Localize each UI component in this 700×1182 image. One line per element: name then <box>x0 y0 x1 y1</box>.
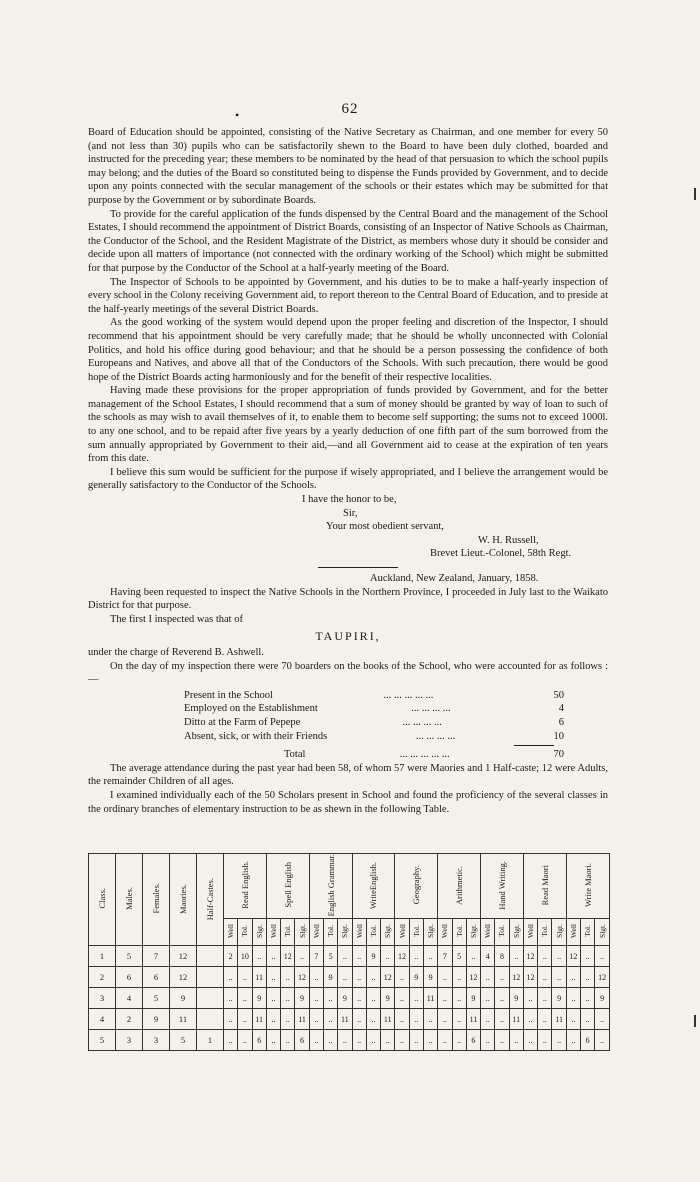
table-cell: .. <box>509 1030 523 1051</box>
sub-header: Tol. <box>452 919 466 946</box>
table-cell: .. <box>538 1009 552 1030</box>
sub-header: Tol. <box>238 919 252 946</box>
table-cell: 11 <box>381 1009 395 1030</box>
table-cell: .. <box>266 988 280 1009</box>
table-cell: .. <box>452 1030 466 1051</box>
subject-header: English Grammar. <box>309 854 352 919</box>
sub-header: Well <box>523 919 537 946</box>
table-cell: 12 <box>170 967 197 988</box>
table-cell: .. <box>566 1030 580 1051</box>
table-cell: .. <box>323 1030 337 1051</box>
table-cell: 3 <box>143 1030 170 1051</box>
sub-header: Well <box>352 919 366 946</box>
table-cell: 3 <box>116 1030 143 1051</box>
table-cell: .. <box>352 967 366 988</box>
table-cell: .. <box>366 988 380 1009</box>
table-cell: 4 <box>481 946 495 967</box>
paragraph: The first I inspected was that of <box>110 613 243 625</box>
tally-row: Present in the School ... ... ... ... ... 50 <box>184 689 564 701</box>
paragraph: under the charge of Reverend B. Ashwell. <box>88 646 264 658</box>
table-cell: .. <box>438 967 452 988</box>
table-cell: .. <box>238 1030 252 1051</box>
signatory-name: W. H. Russell, <box>478 534 539 546</box>
subject-header: WriteEnglish. <box>352 854 395 919</box>
table-cell: .. <box>352 1030 366 1051</box>
proficiency-table <box>88 853 610 1051</box>
sub-header: Tol. <box>409 919 423 946</box>
table-cell: .. <box>481 1009 495 1030</box>
table-row <box>89 1009 610 1030</box>
table-cell: .. <box>423 946 437 967</box>
table-cell: 7 <box>438 946 452 967</box>
table-cell: .. <box>566 988 580 1009</box>
table-cell: 12 <box>381 967 395 988</box>
table-cell: .. <box>409 1009 423 1030</box>
table-row <box>89 988 610 1009</box>
table-cell: 12 <box>170 946 197 967</box>
table-cell: .. <box>266 1030 280 1051</box>
page-edge-mark <box>694 1015 696 1027</box>
table-cell: .. <box>395 967 409 988</box>
table-cell: .. <box>552 1030 566 1051</box>
sub-header: Well <box>481 919 495 946</box>
table-cell: .. <box>395 988 409 1009</box>
tally-row: Employed on the Establishment ... ... ... ... 4 <box>184 703 564 715</box>
table-cell: .. <box>381 1030 395 1051</box>
subject-header: Spell English <box>266 854 309 919</box>
table-row <box>89 946 610 967</box>
table-cell: 9 <box>295 988 309 1009</box>
table-cell: .. <box>252 946 266 967</box>
table-cell: 6 <box>116 967 143 988</box>
table-cell: 9 <box>509 988 523 1009</box>
table-cell: 11 <box>423 988 437 1009</box>
table-cell: .. <box>309 1030 323 1051</box>
closing-line: Your most obedient servant, <box>326 521 444 533</box>
table-cell <box>197 967 224 988</box>
sub-header: Tol. <box>281 919 295 946</box>
subject-header: Write Maori. <box>566 854 609 919</box>
table-cell: .. <box>338 946 352 967</box>
table-cell: .. <box>595 946 610 967</box>
table-cell: .. <box>238 988 252 1009</box>
paragraph: The average attendance during the past year had been 58, of whom 57 were Maories and 1 Half-caste; 12 were Adults, the remainder Children of all ages. <box>88 762 608 788</box>
table-cell: 1 <box>197 1030 224 1051</box>
tally-row: Absent, sick, or with their Friends ... ... ... ... 10 <box>184 730 564 742</box>
table-cell: 9 <box>552 988 566 1009</box>
table-cell: .. <box>224 988 238 1009</box>
table-cell: .. <box>438 1030 452 1051</box>
table-cell: 10 <box>238 946 252 967</box>
table-cell: .. <box>309 1009 323 1030</box>
table-cell: 2 <box>224 946 238 967</box>
table-cell: .. <box>395 1009 409 1030</box>
signatory-rank: Brevet Lieut.-Colonel, 58th Regt. <box>430 548 572 560</box>
table-cell: .. <box>338 967 352 988</box>
table-cell: 11 <box>509 1009 523 1030</box>
dateline: Auckland, New Zealand, January, 1858. <box>370 573 539 584</box>
table-row <box>89 967 610 988</box>
body-text <box>88 126 608 816</box>
table-cell: .. <box>438 1009 452 1030</box>
table-cell: 9 <box>381 988 395 1009</box>
sub-header: Well <box>266 919 280 946</box>
table-cell: 12 <box>395 946 409 967</box>
table-cell: 6 <box>252 1030 266 1051</box>
table-cell: .. <box>352 946 366 967</box>
page-edge-mark <box>694 188 696 200</box>
subject-header: Hand Writing. <box>481 854 524 919</box>
tally-row: Ditto at the Farm of Pepepe ... ... ... ... 6 <box>184 716 564 728</box>
table-cell: 7 <box>143 946 170 967</box>
table-cell: .. <box>395 1030 409 1051</box>
table-cell: 9 <box>423 967 437 988</box>
table-cell: .. <box>566 967 580 988</box>
table-cell: 12 <box>295 967 309 988</box>
table-cell: 8 <box>495 946 509 967</box>
table-cell: 5 <box>116 946 143 967</box>
sub-header: Well <box>395 919 409 946</box>
table-cell: .. <box>266 946 280 967</box>
table-cell: 6 <box>143 967 170 988</box>
paragraph: Board of Education should be appointed, consisting of the Native Secretary as Chairman, and one member for every 50 (and not less than 30) pupils who can be satisfactorily shewn to the Board to have been duly clothed, boarded and instructed for the preceding year; these members to be nominated by the head of that persuasion to which the school pupils may belong; and the duties of the Board so constituted being to dispense the Funds provided by Government, and to decide upon any points connected with the secular management of the schools or their estates which may be submitted for that purpose by the Government or by subordinate Boards. <box>88 127 608 206</box>
total-rule <box>514 745 554 746</box>
table-cell: .. <box>309 967 323 988</box>
attendance-tally <box>184 689 564 762</box>
table-cell <box>197 1009 224 1030</box>
col-header: Maories. <box>170 854 197 946</box>
page-number: 62 <box>341 101 359 117</box>
table-cell: 9 <box>409 967 423 988</box>
table-cell: .. <box>552 967 566 988</box>
table-cell: .. <box>552 946 566 967</box>
table-cell: .. <box>309 988 323 1009</box>
col-header: Class. <box>89 854 116 946</box>
table-cell: 12 <box>281 946 295 967</box>
table-cell: .. <box>481 1030 495 1051</box>
table-cell: .. <box>481 967 495 988</box>
paragraph: I believe this sum would be sufficient for the purpose if wisely appropriated, and I believe the arrangement would be generally satisfactory to the Conductor of the Schools. <box>88 466 608 492</box>
table-cell: 12 <box>523 946 537 967</box>
table-cell: .. <box>323 988 337 1009</box>
table-cell: .. <box>595 1030 610 1051</box>
table-cell: .. <box>581 1009 595 1030</box>
table-cell: 12 <box>466 967 480 988</box>
table-cell: 12 <box>566 946 580 967</box>
paragraph: As the good working of the system would depend upon the proper feeling and discretion of the Inspector, I should recommend that his appointment should be very carefully made; that he should be wholly unconnected with Colonial Politics, and hold his office during good behaviour; and that he should be a person possessing the confidence of both Europeans and Natives, and above all that of the Conductors of the Schools. With such precaution, there would be good hope of the District Boards acting harmoniously and for the benefit of their respective localities. <box>88 317 608 383</box>
table-cell: .. <box>281 1009 295 1030</box>
table-cell: .. <box>409 946 423 967</box>
table-cell: .. <box>566 1009 580 1030</box>
sub-header: Slgt. <box>552 919 566 946</box>
table-cell: .. <box>452 967 466 988</box>
table-cell: .. <box>281 1030 295 1051</box>
table-cell: .. <box>409 1030 423 1051</box>
table-cell: 11 <box>552 1009 566 1030</box>
subject-header: Arithmetic. <box>438 854 481 919</box>
sub-header: Slgt. <box>381 919 395 946</box>
table-cell: .. <box>224 967 238 988</box>
table-cell: 11 <box>338 1009 352 1030</box>
table-cell: .. <box>323 1009 337 1030</box>
table-cell: 9 <box>366 946 380 967</box>
sub-header: Tol. <box>323 919 337 946</box>
table-cell: .. <box>538 946 552 967</box>
table-cell: .. <box>366 1009 380 1030</box>
table-cell: .. <box>538 1030 552 1051</box>
table-cell: .. <box>366 1030 380 1051</box>
table-cell: .. <box>466 946 480 967</box>
table-cell: .. <box>509 946 523 967</box>
subject-header: Geography. <box>395 854 438 919</box>
table-cell: .. <box>224 1009 238 1030</box>
table-cell: 11 <box>466 1009 480 1030</box>
sub-header: Well <box>224 919 238 946</box>
table-cell: 12 <box>523 967 537 988</box>
table-cell: .. <box>495 988 509 1009</box>
closing-line: Sir, <box>343 507 358 519</box>
section-divider <box>318 567 398 568</box>
table-cell: 6 <box>295 1030 309 1051</box>
table-cell: 1 <box>89 946 116 967</box>
table-cell: 11 <box>252 967 266 988</box>
table-cell <box>197 988 224 1009</box>
paragraph: Having been requested to inspect the Native Schools in the Northern Province, I proceeded in July last to the Waikato District for that purpose. <box>88 586 608 612</box>
school-heading: TAUPIRI, <box>315 629 381 644</box>
table-cell: .. <box>281 988 295 1009</box>
table-cell: .. <box>538 988 552 1009</box>
table-cell: .. <box>538 967 552 988</box>
stray-mark: • <box>235 108 240 122</box>
sub-header: Tol. <box>495 919 509 946</box>
table-cell: .. <box>452 1009 466 1030</box>
subject-header: Read English. <box>224 854 267 919</box>
paragraph: The Inspector of Schools to be appointed by Government, and his duties to be to make a half-yearly inspection of every school in the Colony receiving Government aid, to report thereon to the Central Board of Education, and to preside at the half-yearly meetings of the several District Boards. <box>88 276 608 315</box>
col-header: Half-Castes. <box>197 854 224 946</box>
sub-header: Slgt. <box>252 919 266 946</box>
table-cell: 4 <box>89 1009 116 1030</box>
table-cell: 7 <box>309 946 323 967</box>
table-cell: 5 <box>143 988 170 1009</box>
table-cell: 11 <box>295 1009 309 1030</box>
sub-header: Slgt. <box>338 919 352 946</box>
table-cell: .. <box>523 988 537 1009</box>
signature-block <box>88 493 608 561</box>
table-cell: .. <box>581 967 595 988</box>
paragraph: I examined individually each of the 50 Scholars present in School and found the proficiency of the several classes in the ordinary branches of elementary instruction to be as shewn in the following Table. <box>88 789 608 815</box>
table-cell: .. <box>495 967 509 988</box>
paragraph: On the day of my inspection there were 70 boarders on the books of the School, who were accounted for as follows :— <box>88 660 608 686</box>
table-cell: 9 <box>466 988 480 1009</box>
sub-header: Slgt. <box>595 919 610 946</box>
table-cell: .. <box>352 1009 366 1030</box>
table-cell: 2 <box>116 1009 143 1030</box>
table-cell: .. <box>523 1009 537 1030</box>
table-cell: .. <box>452 988 466 1009</box>
table-cell: 4 <box>116 988 143 1009</box>
table-cell <box>197 946 224 967</box>
table-cell: 5 <box>452 946 466 967</box>
tally-total-row: Total ... ... ... ... ... 70 <box>284 749 564 761</box>
table-cell: .. <box>495 1009 509 1030</box>
sub-header: Tol. <box>581 919 595 946</box>
sub-header: Well <box>566 919 580 946</box>
table-cell: .. <box>423 1009 437 1030</box>
sub-header: Tol. <box>538 919 552 946</box>
table-cell: 9 <box>323 967 337 988</box>
table-cell: .. <box>581 946 595 967</box>
table-cell: 5 <box>89 1030 116 1051</box>
sub-header: Slgt. <box>295 919 309 946</box>
table-cell: .. <box>495 1030 509 1051</box>
paragraph: To provide for the careful application of the funds dispensed by the Central Board and the management of the School Estates, I should recommend the appointment of District Boards, consisting of an Inspector of Native Schools as Chairman, the Conductor of the School, and the Resident Magistrate of the District, as members whose duty it should be consider and decide upon all matters of importance (not connected with the ordinary working of the School) which might be submitted for that purpose by the Conductor of the School at a half-yearly meeting of the Board. <box>88 208 608 274</box>
col-header: Males. <box>116 854 143 946</box>
table-cell: 5 <box>170 1030 197 1051</box>
table-cell: .. <box>352 988 366 1009</box>
table-cell: 9 <box>252 988 266 1009</box>
table-cell: 9 <box>143 1009 170 1030</box>
table-cell: 11 <box>252 1009 266 1030</box>
table-cell: .. <box>366 967 380 988</box>
table-cell: 9 <box>170 988 197 1009</box>
col-header: Females. <box>143 854 170 946</box>
table-cell: 11 <box>170 1009 197 1030</box>
table-cell: 3 <box>89 988 116 1009</box>
sub-header: Slgt. <box>423 919 437 946</box>
table-cell: .. <box>295 946 309 967</box>
table-cell: .. <box>266 1009 280 1030</box>
table-row <box>89 1030 610 1051</box>
table-cell: .. <box>224 1030 238 1051</box>
table-cell: .. <box>381 946 395 967</box>
sub-header: Slgt. <box>509 919 523 946</box>
table-cell: .. <box>595 1009 610 1030</box>
table-cell: 9 <box>595 988 610 1009</box>
table-cell: .. <box>438 988 452 1009</box>
table-cell: .. <box>238 1009 252 1030</box>
table-cell: .. <box>581 988 595 1009</box>
sub-header: Slgt. <box>466 919 480 946</box>
subject-header: Read Maori <box>523 854 566 919</box>
table-cell: .. <box>338 1030 352 1051</box>
table-cell: 6 <box>466 1030 480 1051</box>
closing-line: I have the honor to be, <box>302 494 397 506</box>
table-cell: 5 <box>323 946 337 967</box>
table-cell: .. <box>266 967 280 988</box>
table-cell: .. <box>523 1030 537 1051</box>
table-cell: .. <box>423 1030 437 1051</box>
table-cell: 2 <box>89 967 116 988</box>
sub-header: Well <box>438 919 452 946</box>
table-cell: .. <box>281 967 295 988</box>
table-cell: 6 <box>581 1030 595 1051</box>
table-cell: 12 <box>595 967 610 988</box>
sub-header: Well <box>309 919 323 946</box>
table-cell: .. <box>409 988 423 1009</box>
sub-header: Tol. <box>366 919 380 946</box>
paragraph: Having made these provisions for the proper appropriation of funds provided by Government, and for the better management of the School Estates, I should recommend that a sum of money should be granted by way of loan to such of the schools as may wish to avail themselves of it, to enable them to become self supporting; the sums not to exceed 1000l. to any one school, and to be repaid after five years by a yearly deduction of one fifth part of the sum borrowed from the sum annually appropriated by Government to their aid,—and all Government aid to cease at the expiration of ten years from this date. <box>88 385 608 465</box>
table-cell: 12 <box>509 967 523 988</box>
table-cell: 9 <box>338 988 352 1009</box>
table-cell: .. <box>481 988 495 1009</box>
table-cell: .. <box>238 967 252 988</box>
